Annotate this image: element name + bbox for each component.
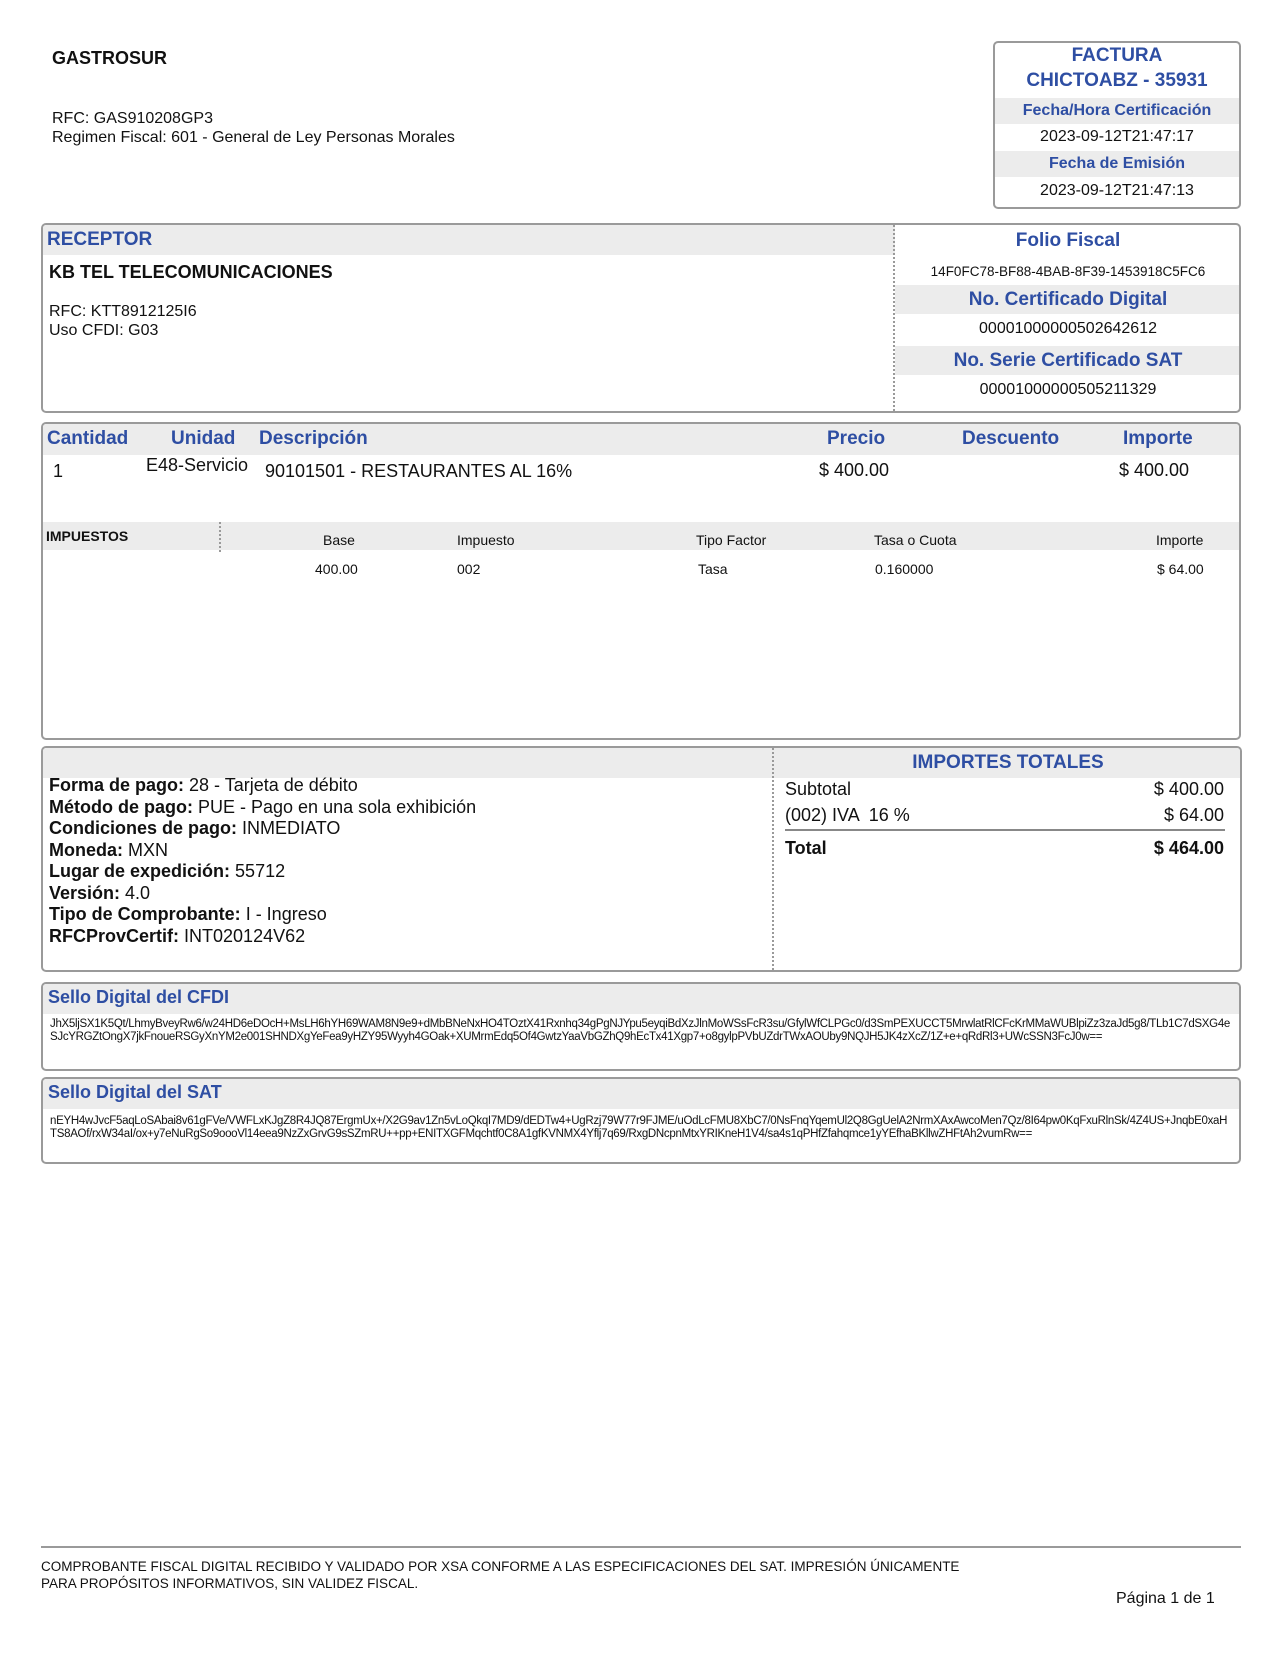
imp-col-tasa: Tasa o Cuota	[874, 532, 957, 548]
version: Versión: 4.0	[49, 883, 151, 903]
totals-header: IMPORTES TOTALES	[912, 752, 1104, 773]
row-unidad: E48-Servicio	[146, 455, 249, 475]
imp-col-impuesto: Impuesto	[457, 532, 515, 548]
subtotal-value: $ 400.00	[1153, 779, 1224, 799]
row-precio: $ 400.00	[819, 460, 890, 480]
imp-impuesto: 002	[457, 561, 481, 577]
factura-folio: CHICTOABZ - 35931	[1026, 70, 1208, 91]
concepts-box	[41, 422, 1241, 740]
receptor-name: KB TEL TELECOMUNICACIONES	[49, 262, 333, 282]
sello-cfdi-box	[41, 982, 1241, 1071]
cert-digital-label: No. Certificado Digital	[895, 285, 1241, 314]
factura-box	[993, 41, 1241, 209]
cert-date-label: Fecha/Hora Certificación	[995, 98, 1239, 124]
imp-tasa: 0.160000	[875, 561, 934, 577]
iva-label: (002) IVA 16 %	[785, 805, 910, 825]
factura-title: FACTURA	[1071, 45, 1163, 66]
imp-tipo-factor: Tasa	[698, 561, 728, 577]
tipo-comprobante: Tipo de Comprobante: I - Ingreso	[49, 904, 327, 924]
sello-sat-title: Sello Digital del SAT	[43, 1079, 1239, 1109]
col-cantidad: Cantidad	[47, 428, 129, 449]
emision-date-value: 2023-09-12T21:47:13	[1040, 182, 1194, 199]
imp-col-base: Base	[323, 532, 355, 548]
iva-value: $ 64.00	[1163, 805, 1224, 825]
subtotal-label: Subtotal	[785, 779, 852, 799]
serie-sat-label: No. Serie Certificado SAT	[895, 346, 1241, 375]
total-value: $ 464.00	[1153, 838, 1224, 858]
moneda: Moneda: MXN	[49, 840, 169, 860]
issuer-name: GASTROSUR	[52, 48, 168, 68]
sello-sat-text: nEYH4wJvcF5aqLoSAbai8v61gFVe/VWFLxKJgZ8R4JQ87ErgmUx+/X2G9av1Zn5vLoQkqI7MD9/dEDTw4+UgRzj79W77r9FJME/uOdLcFMU8XbC7/0NsFnqYqemUl2Q8GgUelA2NrmXAxAwcoMen7Qz/8I64pw0KqFxuRlnSk/4Z4US+JnqbE0xaHTS8AOf/rxW34aI/ox+y7eNuRgSo9oooVl14eea9NzZxGrvG9sSZmRU++pp+ENITXGFMqchtf0C8A1gfKVNMX4Yflj7q69/RxgDNcpnMtxYRIKneH1V4/sa4s1qPHfZfahqmce1yYEfhaBKllwZHFtAh2vumRw==	[50, 1115, 1228, 1140]
footer-divider	[41, 1546, 1241, 1548]
sello-cfdi-title: Sello Digital del CFDI	[43, 984, 1239, 1014]
receptor-rfc: RFC: KTT8912125I6	[49, 303, 197, 320]
totals-divider	[785, 829, 1225, 831]
forma-pago: Forma de pago: 28 - Tarjeta de débito	[49, 775, 358, 795]
folio-fiscal-value: 14F0FC78-BF88-4BAB-8F39-1453918C5FC6	[930, 264, 1206, 279]
footer-disclaimer: COMPROBANTE FISCAL DIGITAL RECIBIDO Y VALIDADO POR XSA CONFORME A LAS ESPECIFICACIONES DEL SAT. IMPRESIÓN ÚNICAMENTE PARA PROPÓSITOS INFORMATIVOS, SIN VALIDEZ FISCAL.	[41, 1559, 960, 1591]
row-cantidad: 1	[53, 461, 64, 481]
imp-col-importe: Importe	[1156, 532, 1204, 548]
col-precio: Precio	[827, 428, 886, 449]
imp-col-tipo-factor: Tipo Factor	[696, 532, 767, 548]
issuer-rfc: RFC: GAS910208GP3	[52, 110, 213, 127]
row-descripcion: 90101501 - RESTAURANTES AL 16%	[265, 461, 573, 481]
totals-box	[41, 746, 1242, 972]
col-descuento: Descuento	[962, 428, 1060, 449]
rfc-prov-certif: RFCProvCertif: INT020124V62	[49, 926, 306, 946]
sello-sat-box	[41, 1077, 1241, 1164]
metodo-pago: Método de pago: PUE - Pago en una sola exhibición	[49, 797, 477, 817]
page-number: Página 1 de 1	[1116, 1590, 1215, 1607]
impuestos-label: IMPUESTOS	[46, 528, 129, 544]
folio-fiscal-label: Folio Fiscal	[1015, 230, 1121, 251]
col-descripcion: Descripción	[259, 428, 368, 449]
row-importe: $ 400.00	[1119, 460, 1190, 480]
serie-sat-value: 00001000000505211329	[979, 381, 1157, 398]
cert-digital-value: 00001000000502642612	[979, 320, 1157, 337]
imp-base: 400.00	[315, 561, 358, 577]
lugar-expedicion: Lugar de expedición: 55712	[49, 861, 286, 881]
cert-date-value: 2023-09-12T21:47:17	[1040, 128, 1194, 145]
total-label: Total	[785, 838, 827, 858]
issuer-regimen: Regimen Fiscal: 601 - General de Ley Personas Morales	[52, 129, 455, 146]
imp-importe: $ 64.00	[1157, 561, 1204, 577]
receptor-header: RECEPTOR	[47, 229, 153, 250]
condiciones-pago: Condiciones de pago: INMEDIATO	[49, 818, 341, 838]
receptor-box	[41, 223, 1241, 413]
receptor-uso-cfdi: Uso CFDI: G03	[49, 322, 159, 339]
col-importe: Importe	[1123, 428, 1193, 449]
emision-date-label: Fecha de Emisión	[995, 151, 1239, 177]
sello-cfdi-text: JhX5ljSX1K5Qt/LhmyBveyRw6/w24HD6eDOcH+MsLH6hYH69WAM8N9e9+dMbBNeNxHO4TOztX41Rxnhq34gPgNJYpu5eyqiBdXzJlnMoWSsFcR3su/GfylWfCLPGc0/d3SmPEXUCCT5MrwlatRlCFcKrMMaWUBlpiZz3zaJd5g8/TLb1C7dSXG4eSJcYRGZtOngX7jkFnoueRSGyXnYM2e001SHNDXgYeFea9yHZY95Wyyh4GOak+XUMrmEdq5Of4GwtzYaaVbGZhQ9hEcTx41Xgp7+o8gylpPVbUZdrTWxAOUby9NQJH5JK4zXcZ/1Z+e+qRdRl3+UWcSSN3FcJ0w==	[50, 1018, 1231, 1043]
col-unidad: Unidad	[171, 428, 236, 449]
